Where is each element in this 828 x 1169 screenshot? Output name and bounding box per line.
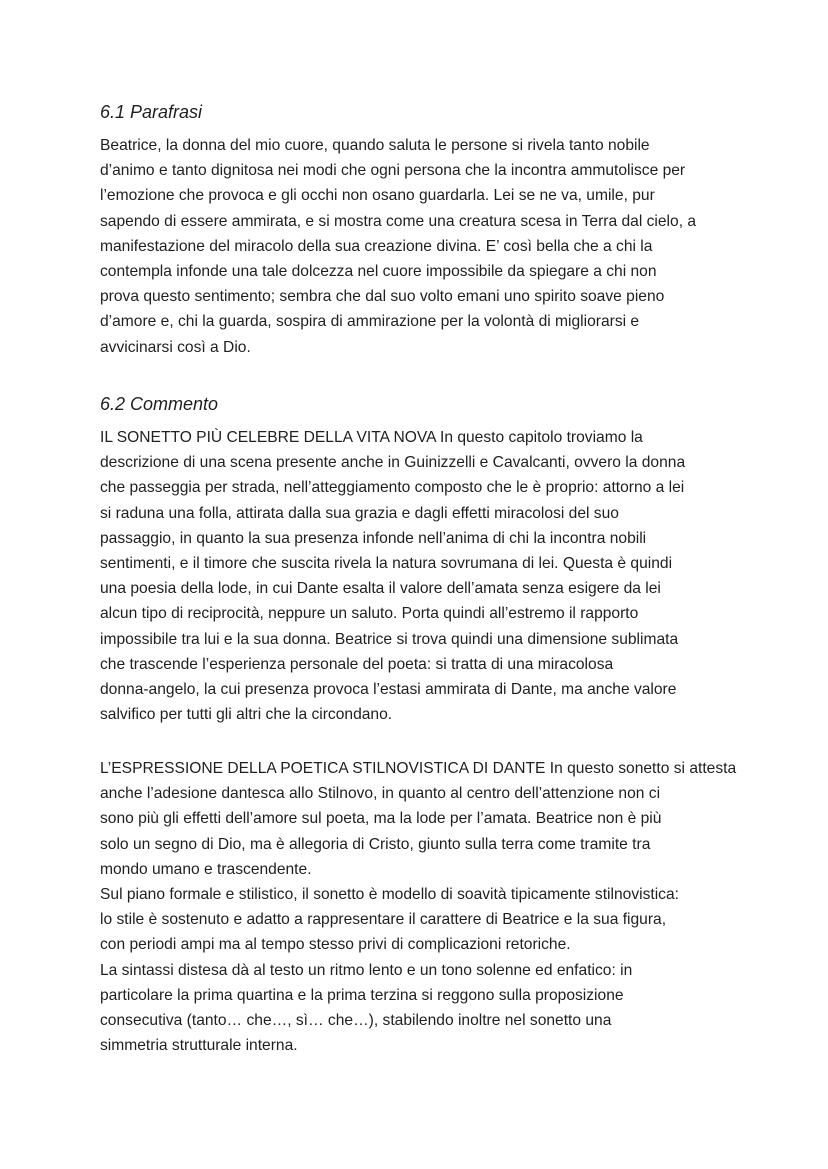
text-line: sentimenti, e il timore che suscita rivela la natura sovrumana di lei. Questa è quindi: [100, 555, 673, 573]
text-line: L’ESPRESSIONE DELLA POETICA STILNOVISTICA DI DANTE In questo sonetto si attesta: [100, 760, 737, 777]
text-line: anche l’adesione dantesca allo Stilnovo, in quanto al centro dell’attenzione non ci: [100, 785, 661, 803]
text-line: d’animo e tanto dignitosa nei modi che ogni persona che la incontra ammutolisce per: [100, 162, 686, 180]
text-line: che trascende l’esperienza personale del poeta: si tratta di una miracolosa: [100, 655, 614, 673]
text-line: si raduna una folla, attirata dalla sua grazia e dagli effetti miracolosi del suo: [100, 504, 619, 522]
text-line: alcun tipo di reciprocità, neppure un saluto. Porta quindi all’estremo il rapporto: [100, 605, 639, 623]
section-poetica-stilnovistica: [100, 756, 736, 1058]
text-line: solo un segno di Dio, ma è allegoria di Cristo, giunto sulla terra come tramite tra: [100, 835, 651, 853]
text-line: d’amore e, chi la guarda, sospira di ammirazione per la volontà di migliorarsi e: [100, 313, 640, 331]
text-line: prova questo sentimento; sembra che dal suo volto emani uno spirito soave pieno: [100, 288, 665, 306]
section-heading: 6.2 Commento: [100, 394, 219, 414]
text-line: impossibile tra lui e la sua donna. Beatrice si trova quindi una dimensione sublimata: [100, 630, 679, 648]
text-line: mondo umano e trascendente.: [100, 860, 312, 878]
section-parafrasi: [100, 100, 696, 360]
paragraph: [100, 133, 696, 360]
text-line: Beatrice, la donna del mio cuore, quando saluta le persone si rivela tanto nobile: [100, 137, 650, 154]
text-line: descrizione di una scena presente anche in Guinizzelli e Cavalcanti, ovvero la donna: [100, 454, 686, 472]
text-line: IL SONETTO PIÙ CELEBRE DELLA VITA NOVA In questo capitolo troviamo la: [100, 429, 643, 446]
text-line: avvicinarsi così a Dio.: [100, 338, 251, 356]
section-commento: [100, 392, 685, 727]
paragraph: [100, 756, 736, 1058]
text-line: sono più gli effetti dell’amore sul poeta, ma la lode per l’amata. Beatrice non è più: [100, 810, 662, 828]
text-line: manifestazione del miracolo della sua creazione divina. E’ così bella che a chi la: [100, 237, 653, 255]
text-line: lo stile è sostenuto e adatto a rappresentare il carattere di Beatrice e la sua figura,: [100, 911, 667, 929]
section-heading: 6.1 Parafrasi: [100, 102, 203, 122]
text-line: La sintassi distesa dà al testo un ritmo lento e un tono solenne ed enfatico: in: [100, 961, 633, 979]
text-line: una poesia della lode, in cui Dante esalta il valore dell’amata senza esigere da lei: [100, 580, 661, 598]
text-line: donna-angelo, la cui presenza provoca l’estasi ammirata di Dante, ma anche valore: [100, 681, 677, 699]
text-line: passaggio, in quanto la sua presenza infonde nell’anima di chi la incontra nobili: [100, 529, 647, 547]
paragraph: [100, 425, 685, 727]
text-line: contempla infonde una tale dolcezza nel cuore impossibile da spiegare a chi non: [100, 263, 657, 281]
text-line: con periodi ampi ma al tempo stesso privi di complicazioni retoriche.: [100, 936, 571, 954]
text-line: simmetria strutturale interna.: [100, 1037, 298, 1055]
text-line: consecutiva (tanto… che…, sì… che…), stabilendo inoltre nel sonetto una: [100, 1012, 612, 1030]
text-line: che passeggia per strada, nell’atteggiamento composto che le è proprio: attorno a lei: [100, 479, 685, 497]
text-line: Sul piano formale e stilistico, il sonetto è modello di soavità tipicamente stilnovistica:: [100, 886, 679, 904]
text-line: l’emozione che provoca e gli occhi non osano guardarla. Lei se ne va, umile, pur: [100, 187, 655, 205]
text-line: particolare la prima quartina e la prima terzina si reggono sulla proposizione: [100, 986, 624, 1004]
text-line: sapendo di essere ammirata, e si mostra come una creatura scesa in Terra dal cielo, a: [100, 212, 697, 230]
text-line: salvifico per tutti gli altri che la circondano.: [100, 706, 393, 724]
